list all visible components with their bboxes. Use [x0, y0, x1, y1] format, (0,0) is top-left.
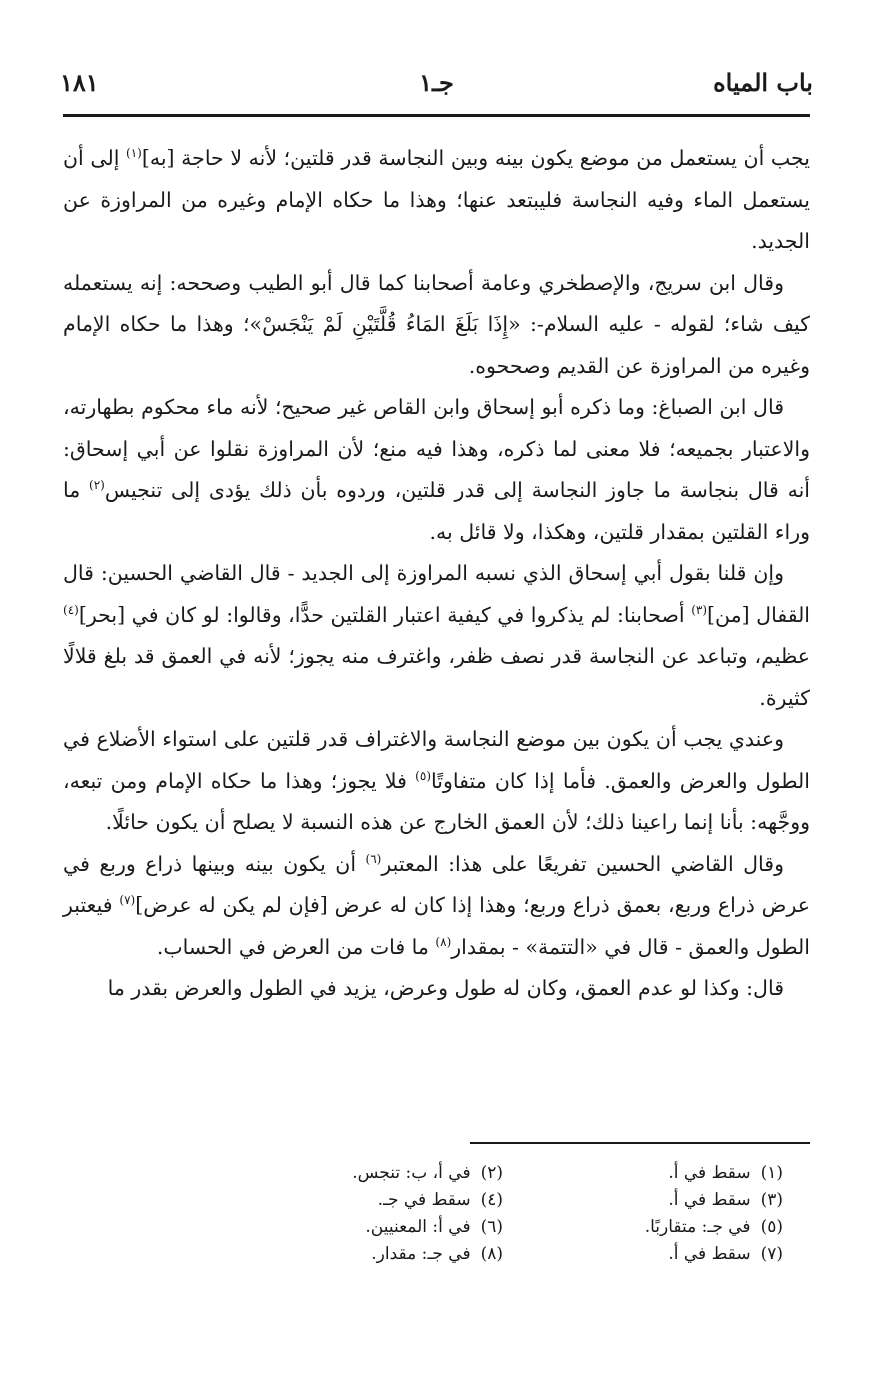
paragraph — [63, 263, 810, 388]
paragraph — [63, 138, 810, 263]
paragraph — [63, 968, 810, 1010]
footnote-text: في أ: المعنيين. — [365, 1217, 471, 1237]
page-number: ١٨١ — [60, 68, 99, 97]
footnote-number: (٤) — [480, 1190, 503, 1210]
footnote-text: في أ، ب: تنجس. — [352, 1163, 471, 1183]
text-segment: قال: وكذا لو عدم العمق، وكان له طول وعرض، يزيد في الطول والعرض بقدر ما — [107, 976, 784, 1000]
footnote — [263, 1187, 503, 1214]
footnote-text: سقط في أ. — [668, 1244, 751, 1264]
footnote-rule — [470, 1142, 810, 1144]
footnote — [543, 1241, 783, 1268]
footnote-number: (٦) — [480, 1217, 503, 1237]
text-segment: ما وراء القلتين بمقدار قلتين، وهكذا، ولا قائل به. — [63, 478, 810, 544]
footnote — [543, 1187, 783, 1214]
footnote-text: في جـ: مقدار. — [371, 1244, 471, 1264]
footnote-number: (٨) — [480, 1244, 503, 1264]
footnote-ref: (٤) — [63, 602, 79, 617]
text-segment: فيعتبر الطول والعمق - قال في «التتمة» - بمقدار — [63, 893, 810, 959]
footnote-ref: (٦) — [365, 851, 382, 866]
text-segment: يجب أن يستعمل من موضع يكون بينه وبين النجاسة قدر قلتين؛ لأنه لا حاجة [به] — [141, 146, 810, 170]
footnote-ref: (٥) — [415, 768, 431, 783]
text-segment: قال ابن الصباغ: وما ذكره أبو إسحاق وابن القاص غير صحيح؛ لأنه ماء محكوم بطهارته، والاعتبار بجميعه؛ فلا معنى لما ذكره، وهذا فيه منع؛ لأن المراوزة نقلوا عن أبي إسحاق: أنه قال بنجاسة ما جاوز النجاسة إلى قدر قلتين، وردوه بأن ذلك يؤدى إلى تنجيس — [63, 395, 810, 502]
header-rule — [63, 114, 810, 117]
footnote — [543, 1160, 783, 1187]
text-segment: فلا يجوز؛ وهذا ما حكاه الإمام ومن تبعه، ووجَّهه: بأنا إنما راعينا ذلك؛ لأن العمق الخارج عن هذه النسبة لا يصلح أن يكون حائلًا. — [63, 768, 810, 834]
text-segment: وعندي يجب أن يكون بين موضع النجاسة والاغتراف قدر قلتين على استواء الأضلاع في الطول والعرض والعمق. فأما إذا كان متفاوتًا — [63, 727, 810, 793]
chapter-title: باب المياه — [713, 68, 813, 97]
paragraph — [63, 719, 810, 844]
footnote-text: في جـ: متقاربًا. — [644, 1217, 751, 1237]
volume-label: جـ١ — [419, 68, 454, 97]
footnote — [263, 1160, 503, 1187]
footnote-ref: (٨) — [435, 934, 452, 949]
paragraph — [63, 553, 810, 719]
body-text — [63, 138, 810, 1010]
paragraph — [63, 387, 810, 553]
footnote-text: سقط في أ. — [668, 1163, 751, 1183]
footnote-ref: (٧) — [119, 893, 136, 908]
text-segment: عظيم، وتباعد عن النجاسة قدر نصف ظفر، واغترف منه يجوز؛ لأنه في العمق قد بلغ قلالًا كثيرة. — [63, 644, 810, 710]
footnotes — [263, 1160, 783, 1268]
footnote-text: سقط في أ. — [668, 1190, 751, 1210]
text-segment: وإن قلنا بقول أبي إسحاق الذي نسبه المراوزة إلى الجديد - قال القاضي الحسين: قال القفال [من] — [63, 561, 811, 627]
running-header — [60, 68, 813, 108]
footnote-number: (٣) — [760, 1190, 783, 1210]
footnote — [263, 1241, 503, 1268]
text-segment: وقال ابن سريج، والإصطخري وعامة أصحابنا كما قال أبو الطيب وصححه: إنه يستعمله كيف شاء؛ لقوله - عليه السلام-: «إِذَا بَلَغَ المَاءُ قُلَّتَيْنِ لَمْ يَنْجَسْ»؛ وهذا ما حكاه الإمام وغيره من المراوزة عن القديم وصححوه. — [63, 270, 810, 378]
footnote — [263, 1214, 503, 1241]
footnote-text: سقط في جـ. — [377, 1190, 471, 1210]
footnote-number: (٢) — [480, 1163, 503, 1183]
footnote-number: (٥) — [760, 1217, 783, 1237]
paragraph — [63, 844, 810, 969]
footnote — [543, 1214, 783, 1241]
text-segment: أصحابنا: لم يذكروا في كيفية اعتبار القلتين حدًّا، وقالوا: لو كان في [بحر] — [78, 602, 692, 627]
footnote-ref: (٢) — [89, 478, 105, 493]
text-segment: إلى أن يستعمل الماء وفيه النجاسة فليبتعد عنها؛ وهذا ما حكاه الإمام وغيره من المراوزة عن الجديد. — [63, 146, 810, 253]
footnote-ref: (٣) — [691, 602, 708, 617]
text-segment: وقال القاضي الحسين تفريعًا على هذا: المعتبر — [381, 851, 784, 876]
text-segment: ما فات من العرض في الحساب. — [156, 934, 436, 959]
footnote-number: (٧) — [760, 1244, 783, 1264]
text-segment: أن يكون بينه وبينها ذراع وربع في عرض ذراع وربع، بعمق ذراع وربع؛ وهذا إذا كان له عرض [فإن لم يكن له عرض] — [63, 851, 811, 917]
footnote-ref: (١) — [126, 146, 142, 161]
footnote-number: (١) — [760, 1163, 783, 1183]
